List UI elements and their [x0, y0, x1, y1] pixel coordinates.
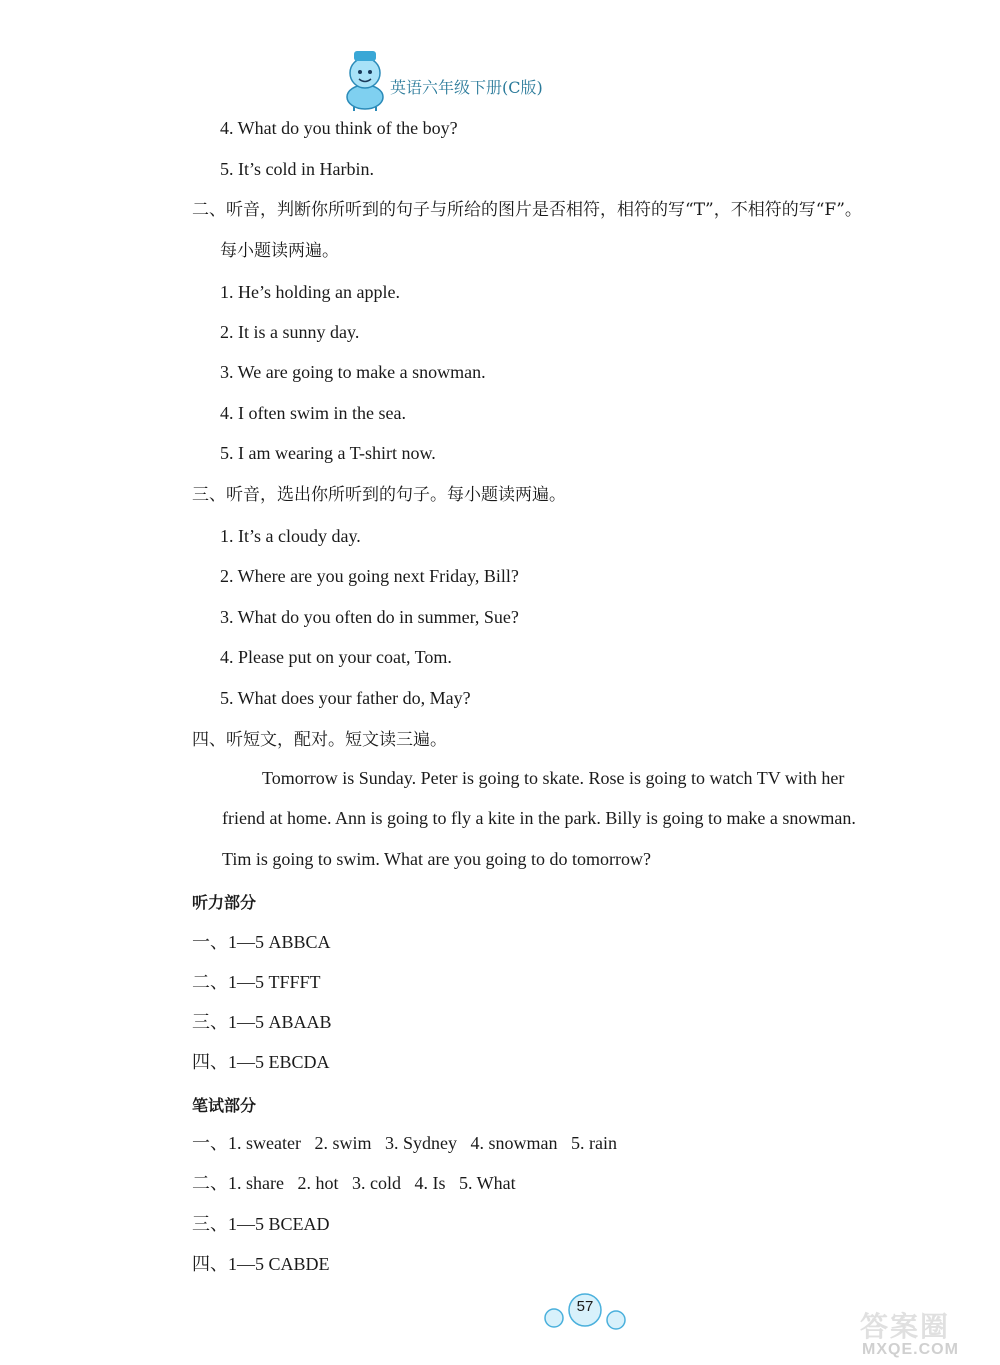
list-item: 2. Where are you going next Friday, Bill? — [220, 566, 519, 586]
watermark — [860, 1305, 990, 1360]
list-item: 1. He’s holding an apple. — [220, 282, 400, 302]
section-heading: 二、听音，判断你所听到的句子与所给的图片是否相符，相符的写“T”，不相符的写“F”。 — [192, 200, 862, 220]
list-item: 4. What do you think of the boy? — [220, 118, 458, 138]
list-item: 3. What do you often do in summer, Sue? — [220, 607, 519, 627]
answers-heading-written: 笔试部分 — [192, 1096, 257, 1115]
list-item: 5. I am wearing a T-shirt now. — [220, 443, 436, 463]
list-item: 4. I often swim in the sea. — [220, 403, 406, 423]
list-item: 3. We are going to make a snowman. — [220, 362, 486, 382]
book-title: 英语六年级下册(C版) — [390, 78, 543, 97]
passage-line: Tim is going to swim. What are you going to do tomorrow? — [222, 849, 651, 869]
list-item: 5. It’s cold in Harbin. — [220, 159, 374, 179]
section-heading-cont: 每小题读两遍。 — [220, 241, 339, 261]
section-heading: 三、听音，选出你所听到的句子。每小题读两遍。 — [192, 485, 566, 505]
list-item: 5. What does your father do, May? — [220, 688, 471, 708]
page-number-label: 57 — [576, 1298, 594, 1315]
answer-line: 四、1—5 EBCDA — [192, 1052, 330, 1072]
list-item: 2. It is a sunny day. — [220, 322, 360, 342]
list-item: 1. It’s a cloudy day. — [220, 526, 361, 546]
watermark-url: MXQE.COM — [862, 1341, 959, 1358]
page-header — [340, 45, 580, 115]
watermark-logo: 答案圈 — [860, 1310, 951, 1343]
answers-heading-listening: 听力部分 — [192, 893, 257, 912]
passage-line: Tomorrow is Sunday. Peter is going to skate. Rose is going to watch TV with her — [262, 768, 845, 788]
answer-line: 一、1. sweater 2. swim 3. Sydney 4. snowman 5. rain — [192, 1133, 617, 1153]
passage-line: friend at home. Ann is going to fly a kite in the park. Billy is going to make a snowman. — [222, 808, 856, 828]
answer-line: 二、1—5 TFFFT — [192, 972, 321, 992]
list-item: 4. Please put on your coat, Tom. — [220, 647, 452, 667]
answer-line: 三、1—5 ABAAB — [192, 1012, 332, 1032]
answer-line: 一、1—5 ABBCA — [192, 932, 331, 952]
answer-line: 四、1—5 CABDE — [192, 1254, 330, 1274]
answer-line: 三、1—5 BCEAD — [192, 1214, 330, 1234]
section-heading: 四、听短文，配对。短文读三遍。 — [192, 730, 447, 750]
page-number — [540, 1290, 640, 1340]
answer-line: 二、1. share 2. hot 3. cold 4. Is 5. What — [192, 1173, 516, 1193]
snowman-mascot-icon — [340, 45, 390, 111]
